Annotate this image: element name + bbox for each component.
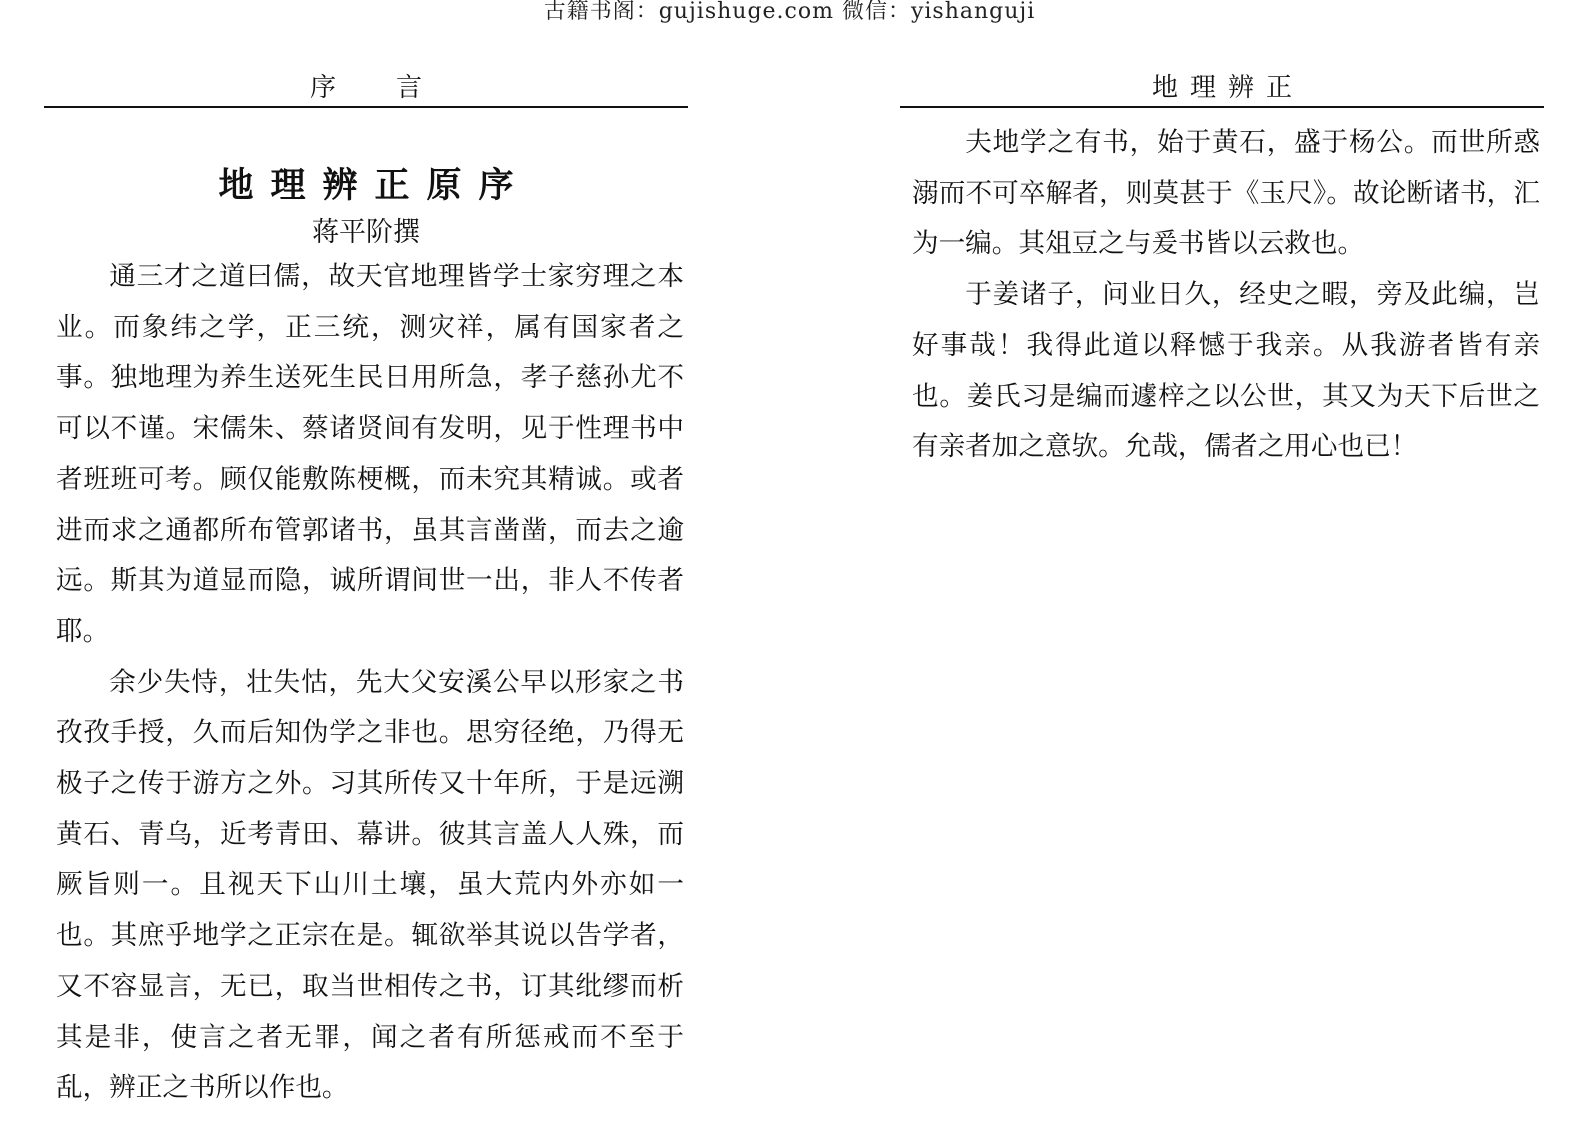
left-body (44, 252, 688, 1114)
right-page (900, 70, 1544, 473)
preface-title: 地理辨正原序 (218, 165, 531, 206)
left-page (44, 70, 688, 1114)
right-paragraph-1: 夫地学之有书，始于黄石，盛于杨公。而世所惑溺而不可卒解者，则莫甚于《玉尺》。故论断诸书，汇为一编。其俎豆之与爰书皆以云救也。 (912, 127, 1540, 260)
watermark-header: 古籍书阁：gujishuge.com 微信：yishanguji (543, 0, 1036, 24)
left-running-head: 序言 (44, 70, 688, 108)
right-body (900, 118, 1544, 473)
left-paragraph-2: 余少失恃，壮失怙，先大父安溪公早以形家之书孜孜手授，久而后知伪学之非也。思穷径绝，乃得无极子之传于游方之外。习其所传又十年所，于是远溯黄石、青乌，近考青田、幕讲。彼其言盖人人殊，而厥旨则一。且视天下山川土壤，虽大荒内外亦如一也。其庶乎地学之正宗在是。辄欲举其说以告学者，又不容显言，无已，取当世相传之书，订其纰缪而析其是非，使言之者无罪，闻之者有所惩戒而不至于乱，辨正之书所以作也。 (56, 666, 684, 1104)
preface-author: 蒋平阶撰 (312, 217, 420, 248)
right-paragraph-2: 于姜诸子，问业日久，经史之暇，旁及此编，岂好事哉！我得此道以释憾于我亲。从我游者皆有亲也。姜氏习是编而遽梓之以公世，其又为天下后世之有亲者加之意欤。允哉，儒者之用心也已！ (912, 279, 1540, 463)
left-paragraph-1: 通三才之道曰儒，故天官地理皆学士家穷理之本业。而象纬之学，正三统，测灾祥，属有国家者之事。独地理为养生送死生民日用所急，孝子慈孙尤不可以不谨。宋儒朱、蔡诸贤间有发明，见于性理书中者班班可考。顾仅能敷陈梗概，而未究其精诚。或者进而求之通都所布管郭诸书，虽其言凿凿，而去之逾远。斯其为道显而隐，诚所谓间世一出，非人不传者耶。 (56, 261, 684, 647)
right-running-head: 地理辨正 (900, 70, 1544, 108)
